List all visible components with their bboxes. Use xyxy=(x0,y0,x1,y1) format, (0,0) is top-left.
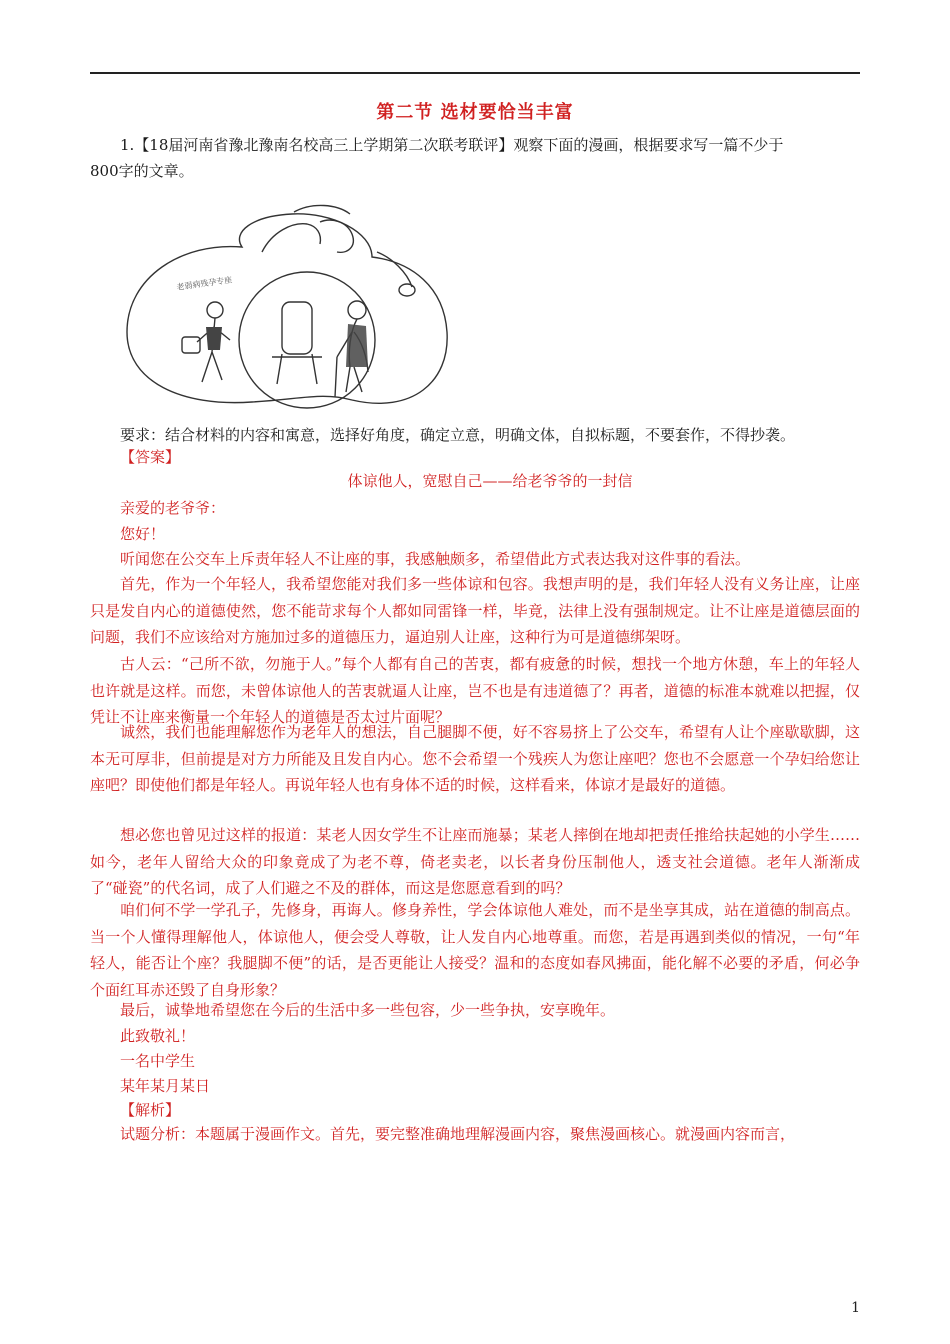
essay-paragraph-2: 首先，作为一个年轻人，我希望您能对我们多一些体谅和包容。我想声明的是，我们年轻人没有义务让座，让座只是发自内心的道德使然，您不能苛求每个人都如同雷锋一样，毕竟，法律上没有强制规定。让不让座是道德层面的问题，我们不应该给对方施加过多的道德压力，逼迫别人让座，这种行为可是道德绑架呀。 xyxy=(90,575,860,646)
essay-paragraph-7: 最后，诚挚地希望您在今后的生活中多一些包容，少一些争执，安享晚年。 xyxy=(120,1001,616,1019)
question-prompt xyxy=(90,132,860,184)
top-rule xyxy=(90,72,860,74)
essay-paragraph-6: 咱们何不学一学孔子，先修身，再诲人。修身养性，学会体谅他人难处，而不是坐享其成，站在道德的制高点。当一个人懂得理解他人，体谅他人，便会受人尊敬，让人发自内心地尊重。而您，若是再遇到类似的情况，一句“年轻人，能否让个座？我腿脚不便”的话，是否更能让人接受？温和的态度如春风拂面，能化解不必要的矛盾，何必争个面红耳赤还毁了自身形象？ xyxy=(90,901,860,999)
cartoon-sign-text: 老弱病残孕专座 xyxy=(176,275,233,292)
analysis-tag: 【解析】 xyxy=(120,1101,181,1119)
essay-greeting: 您好！ xyxy=(120,525,166,543)
essay-closing: 此致敬礼！ xyxy=(120,1027,196,1045)
essay-date: 某年某月某日 xyxy=(120,1077,211,1095)
cartoon-illustration xyxy=(122,192,452,414)
answer-tag: 【答案】 xyxy=(120,448,181,466)
essay-paragraph-1: 听闻您在公交车上斥责年轻人不让座的事，我感触颇多，希望借此方式表达我对这件事的看法。 xyxy=(120,550,751,568)
question-line-1: 1.【18届河南省豫北豫南名校高三上学期第二次联考联评】观察下面的漫画，根据要求写一篇不少于 xyxy=(120,136,784,154)
essay-paragraph-4: 诚然，我们也能理解您作为老年人的想法，自己腿脚不便，好不容易挤上了公交车，希望有人让个座歇歇脚，这本无可厚非，但前提是对方力所能及且发自内心。您不会希望一个残疾人为您让座吧？您也不会愿意一个孕妇给您让座吧？即使他们都是年轻人。再说年轻人也有身体不适的时候，这样看来，体谅才是最好的道德。 xyxy=(90,723,860,794)
essay-paragraph-5: 想必您也曾见过这样的报道：某老人因女学生不让座而施暴；某老人摔倒在地却把责任推给扶起她的小学生……如今，老年人留给大众的印象竟成了为老不尊，倚老卖老，以长者身份压制他人，透支社会道德。老年人渐渐成了“碰瓷”的代名词，成了人们避之不及的群体，而这是您愿意看到的吗？ xyxy=(90,826,860,897)
question-line-2: 800字的文章。 xyxy=(90,162,194,180)
analysis-text: 试题分析：本题属于漫画作文。首先，要完整准确地理解漫画内容，聚焦漫画核心。就漫画内容而言， xyxy=(120,1125,796,1143)
requirement-text: 要求：结合材料的内容和寓意，选择好角度，确定立意，明确文体，自拟标题，不要套作，不得抄袭。 xyxy=(120,426,796,444)
essay-salutation: 亲爱的老爷爷： xyxy=(120,499,226,517)
essay-title: 体谅他人，宽慰自己——给老爷爷的一封信 xyxy=(347,472,633,490)
page-number: 1 xyxy=(851,1300,860,1316)
essay-signature: 一名中学生 xyxy=(120,1052,196,1070)
essay-paragraph-3: 古人云：“己所不欲，勿施于人。”每个人都有自己的苦衷，都有疲惫的时候，想找一个地方休憩，车上的年轻人也许就是这样。而您，未曾体谅他人的苦衷就逼人让座，岂不也是有违道德了？再者，道德的标准本就难以把握，仅凭让不让座来衡量一个年轻人的道德是否太过片面呢？ xyxy=(90,655,860,726)
section-title: 第二节 选材要恰当丰富 xyxy=(376,102,574,123)
